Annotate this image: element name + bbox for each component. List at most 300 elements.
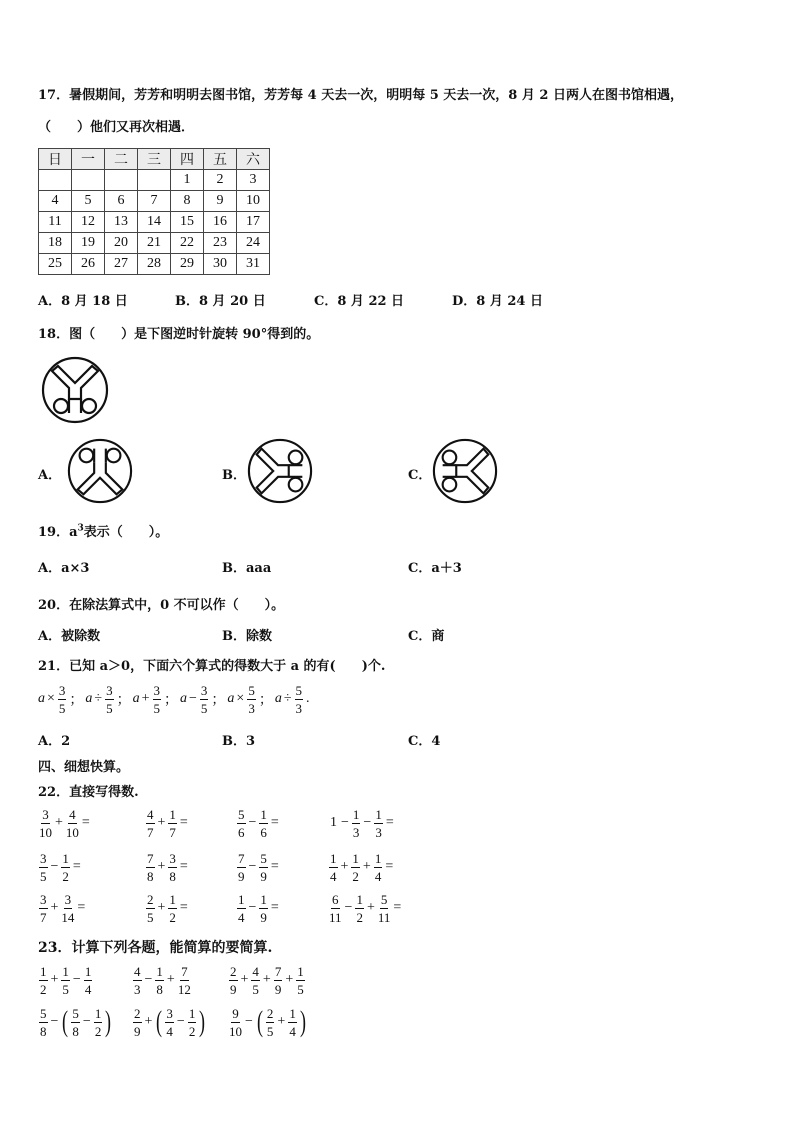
calendar-cell: 30 <box>204 254 237 275</box>
fraction-denominator: 9 <box>260 868 267 884</box>
operator: + <box>141 691 150 706</box>
fraction <box>133 1007 142 1038</box>
q21-expressions <box>38 680 312 718</box>
fraction-denominator: 4 <box>238 909 245 925</box>
fraction-numerator: 1 <box>188 1005 196 1021</box>
operator: + <box>157 815 166 830</box>
fraction <box>155 965 164 996</box>
fraction-numerator: 7 <box>181 963 188 979</box>
operator: − <box>344 900 353 915</box>
operator: = <box>179 859 188 874</box>
fraction-denominator: 9 <box>230 981 237 997</box>
q22-expression <box>236 803 281 843</box>
calendar-header-cell: 二 <box>105 149 138 170</box>
fraction-numerator: 7 <box>147 850 154 866</box>
calendar-cell: 9 <box>204 191 237 212</box>
operator: + <box>157 859 166 874</box>
q22-expression <box>38 803 92 843</box>
calendar-cell: 19 <box>72 233 105 254</box>
calendar-cell: 6 <box>105 191 138 212</box>
fraction-numerator: 1 <box>356 891 363 907</box>
operator: = <box>72 859 81 874</box>
calendar-cell: 18 <box>39 233 72 254</box>
operator: − <box>189 691 197 706</box>
operator: − <box>363 815 372 830</box>
operator: + <box>55 815 63 830</box>
fraction-denominator: 5 <box>252 981 259 997</box>
calendar-cell <box>138 170 171 191</box>
fraction-numerator: 5 <box>238 806 245 822</box>
q21-option-a: A．2 <box>38 734 71 749</box>
calendar-cell: 3 <box>237 170 270 191</box>
operator: = <box>81 815 90 830</box>
calendar-cell: 5 <box>72 191 105 212</box>
operator: + <box>277 1014 286 1029</box>
q19-exponent: 3 <box>77 523 84 534</box>
fraction <box>66 808 79 839</box>
fraction <box>71 1007 80 1038</box>
q18-option-a-label: A． <box>38 468 62 483</box>
fraction <box>329 893 342 924</box>
fraction-numerator: 1 <box>238 891 245 907</box>
fraction-numerator: 5 <box>380 891 388 907</box>
fraction-denominator: 3 <box>352 824 360 840</box>
fraction <box>259 893 268 924</box>
calendar-cell: 22 <box>171 233 204 254</box>
variable-a: a <box>132 691 140 706</box>
parenthesis: ) <box>299 1005 306 1038</box>
q22-expression <box>145 803 190 843</box>
fraction-numerator: 2 <box>147 891 154 907</box>
q21-option-c: C．4 <box>408 734 441 749</box>
operator: ÷ <box>283 691 292 706</box>
fraction-denominator: 5 <box>62 981 69 997</box>
operator: = <box>270 815 279 830</box>
q21-option-b: B．3 <box>222 734 256 749</box>
fraction-denominator: 8 <box>147 868 154 884</box>
q19-option-a: A．a×3 <box>38 561 90 576</box>
fraction-denominator: 5 <box>266 1023 274 1039</box>
q23-expression <box>228 960 306 1000</box>
fraction-denominator: 3 <box>375 824 382 840</box>
fraction-denominator: 4 <box>166 1023 173 1039</box>
fraction <box>146 852 155 883</box>
q22-expression <box>38 888 87 928</box>
q20-option-a: A．被除数 <box>38 629 101 644</box>
fraction-denominator: 5 <box>147 909 154 925</box>
calendar-cell: 23 <box>204 233 237 254</box>
operator: = <box>270 900 279 915</box>
fraction-numerator: 3 <box>166 1005 173 1021</box>
fraction <box>84 965 93 996</box>
fraction <box>237 893 246 924</box>
fraction-numerator: 1 <box>62 963 69 979</box>
fraction-denominator: 4 <box>289 1023 296 1039</box>
operator: + <box>240 972 249 987</box>
q23-expression <box>38 1002 113 1042</box>
fraction-numerator: 3 <box>153 682 160 698</box>
fraction-denominator: 2 <box>169 909 176 925</box>
fraction-numerator: 3 <box>200 682 208 698</box>
fraction <box>200 684 209 715</box>
fraction <box>39 1007 48 1038</box>
fraction <box>259 808 268 839</box>
fraction-denominator: 7 <box>147 824 154 840</box>
calendar-header-cell: 日 <box>39 149 72 170</box>
variable-a: a <box>227 691 235 706</box>
fraction-numerator: 3 <box>169 850 176 866</box>
fraction-denominator: 5 <box>58 700 66 716</box>
variable-a: a <box>180 691 187 706</box>
parenthesis: ( <box>156 1005 163 1038</box>
operator: = <box>179 815 188 830</box>
fraction <box>295 684 304 715</box>
calendar-header-cell: 一 <box>72 149 105 170</box>
fraction <box>61 965 70 996</box>
fraction <box>251 965 260 996</box>
calendar-cell: 1 <box>171 170 204 191</box>
fraction-denominator: 9 <box>274 981 282 997</box>
q19-option-b: B．aaa <box>222 561 272 576</box>
fraction <box>229 1007 242 1038</box>
fraction <box>374 808 383 839</box>
fraction <box>94 1007 103 1038</box>
calendar-cell: 17 <box>237 212 270 233</box>
q22-expression <box>328 847 395 887</box>
fraction-denominator: 10 <box>65 824 79 840</box>
calendar-cell: 12 <box>72 212 105 233</box>
calendar-header-cell: 五 <box>204 149 237 170</box>
variable-a: a <box>274 691 282 706</box>
fraction-denominator: 6 <box>238 824 245 840</box>
fraction <box>288 1007 297 1038</box>
q18-option-b-label: B． <box>222 468 246 483</box>
fraction-numerator: 3 <box>58 682 66 698</box>
q19-text <box>38 521 168 540</box>
fraction-denominator: 11 <box>377 909 391 925</box>
fraction-numerator: 5 <box>40 1005 47 1021</box>
fraction <box>39 852 48 883</box>
q22-expression <box>145 888 190 928</box>
fraction-denominator: 10 <box>39 824 52 840</box>
q17-option-b: B．8 月 20 日 <box>175 294 266 309</box>
fraction-denominator: 2 <box>40 981 47 997</box>
fraction-denominator: 8 <box>156 981 163 997</box>
calendar-table <box>38 148 270 275</box>
operator: − <box>50 1014 59 1029</box>
operator: + <box>157 900 166 915</box>
fraction <box>39 893 48 924</box>
q21-text: 21．已知 a＞0，下面六个算式的得数大于 a 的有( )个. <box>38 659 386 674</box>
fraction-denominator: 5 <box>297 981 304 997</box>
whole-number: 1 <box>330 815 337 830</box>
fraction <box>378 893 391 924</box>
q17-option-a: A．8 月 18 日 <box>38 294 128 309</box>
calendar-cell: 15 <box>171 212 204 233</box>
fraction-numerator: 1 <box>352 806 360 822</box>
fraction-denominator: 3 <box>295 700 302 716</box>
separator: ； <box>211 693 226 708</box>
fraction <box>39 965 48 996</box>
variable-a: a <box>85 691 93 706</box>
fraction-denominator: 5 <box>200 700 208 716</box>
fraction-numerator: 1 <box>297 963 304 979</box>
operator: + <box>285 972 294 987</box>
q19-text-post: 表示（ ）。 <box>83 525 169 540</box>
fraction-numerator: 4 <box>252 963 259 979</box>
operator: − <box>82 1014 91 1029</box>
calendar-cell: 8 <box>171 191 204 212</box>
operator: = <box>77 900 86 915</box>
fraction <box>247 684 256 715</box>
fraction-numerator: 1 <box>260 891 267 907</box>
fraction-denominator: 10 <box>229 1023 242 1039</box>
rotation-original-figure <box>40 355 110 425</box>
calendar-cell: 14 <box>138 212 171 233</box>
fraction <box>355 893 364 924</box>
fraction-numerator: 4 <box>134 963 141 979</box>
fraction-denominator: 3 <box>134 981 141 997</box>
fraction-numerator: 4 <box>69 806 76 822</box>
fraction-numerator: 2 <box>266 1005 274 1021</box>
separator: ； <box>164 693 178 708</box>
fraction-denominator: 5 <box>40 868 47 884</box>
fraction-denominator: 2 <box>352 868 359 884</box>
fraction-numerator: 3 <box>40 891 47 907</box>
fraction <box>58 684 67 715</box>
calendar-cell: 31 <box>237 254 270 275</box>
fraction-denominator: 2 <box>188 1023 196 1039</box>
section-heading: 四、细想快算。 <box>38 760 130 775</box>
fraction-denominator: 2 <box>356 909 363 925</box>
fraction <box>296 965 305 996</box>
calendar-cell: 25 <box>39 254 72 275</box>
calendar-header-cell: 三 <box>138 149 171 170</box>
operator: + <box>362 859 371 874</box>
fraction-numerator: 7 <box>238 850 245 866</box>
fraction-denominator: 9 <box>134 1023 141 1039</box>
fraction-numerator: 1 <box>289 1005 296 1021</box>
calendar-cell: 20 <box>105 233 138 254</box>
q23-text: 23．计算下列各题，能简算的要简算. <box>38 940 273 956</box>
q22-expression <box>328 803 396 843</box>
fraction-denominator: 9 <box>260 909 267 925</box>
calendar-cell <box>72 170 105 191</box>
fraction-numerator: 3 <box>64 891 72 907</box>
fraction <box>237 808 246 839</box>
calendar-row <box>39 254 270 275</box>
fraction <box>259 852 268 883</box>
fraction-numerator: 1 <box>169 806 176 822</box>
calendar-row <box>39 170 270 191</box>
operator: + <box>166 972 175 987</box>
fraction-numerator: 7 <box>274 963 282 979</box>
fraction <box>374 852 383 883</box>
parenthesis: ) <box>199 1005 206 1038</box>
q19-option-c: C．a＋3 <box>408 561 462 576</box>
q17-text-line1: 17．暑假期间，芳芳和明明去图书馆，芳芳每 4 天去一次，明明每 5 天去一次，8 月 2 日两人在图书馆相遇， <box>38 88 683 103</box>
q18-option-b-figure <box>246 437 314 505</box>
calendar-cell: 16 <box>204 212 237 233</box>
fraction <box>165 1007 174 1038</box>
q22-text: 22．直接写得数. <box>38 785 139 800</box>
calendar-header-cell: 四 <box>171 149 204 170</box>
fraction-denominator: 8 <box>40 1023 47 1039</box>
fraction <box>61 893 74 924</box>
operator: − <box>144 972 153 987</box>
fraction <box>168 808 177 839</box>
fraction-numerator: 1 <box>40 963 47 979</box>
fraction <box>351 852 360 883</box>
fraction <box>61 852 70 883</box>
operator: + <box>144 1014 153 1029</box>
operator: − <box>176 1014 185 1029</box>
q23-expression <box>132 960 192 1000</box>
fraction-numerator: 1 <box>156 963 163 979</box>
q22-expression <box>328 888 403 928</box>
fraction-denominator: 9 <box>238 868 245 884</box>
fraction-denominator: 6 <box>260 824 267 840</box>
operator: + <box>340 859 349 874</box>
fraction <box>178 965 191 996</box>
fraction-denominator: 5 <box>153 700 160 716</box>
fraction-numerator: 1 <box>62 850 69 866</box>
calendar-cell: 11 <box>39 212 72 233</box>
calendar-cell <box>105 170 138 191</box>
fraction <box>39 808 52 839</box>
fraction-denominator: 4 <box>330 868 337 884</box>
calendar-cell: 26 <box>72 254 105 275</box>
fraction <box>133 965 142 996</box>
fraction <box>168 852 177 883</box>
fraction-numerator: 2 <box>230 963 237 979</box>
operator: = <box>385 859 394 874</box>
calendar-cell: 29 <box>171 254 204 275</box>
operator: − <box>248 900 257 915</box>
calendar-cell: 24 <box>237 233 270 254</box>
fraction-denominator: 14 <box>61 909 75 925</box>
fraction-numerator: 3 <box>42 806 49 822</box>
fraction-numerator: 1 <box>375 806 382 822</box>
q18-option-c-label: C． <box>408 468 432 483</box>
parenthesis: ( <box>62 1005 69 1038</box>
fraction-numerator: 1 <box>260 806 267 822</box>
calendar-cell: 21 <box>138 233 171 254</box>
fraction-numerator: 5 <box>260 850 267 866</box>
q22-expression <box>236 847 281 887</box>
calendar-cell: 2 <box>204 170 237 191</box>
fraction-numerator: 5 <box>295 682 302 698</box>
fraction-numerator: 1 <box>84 963 92 979</box>
fraction-numerator: 4 <box>147 806 154 822</box>
calendar-cell: 28 <box>138 254 171 275</box>
q18-text: 18．图（ ）是下图逆时针旋转 90°得到的。 <box>38 327 320 342</box>
fraction <box>229 965 238 996</box>
q17-option-c: C．8 月 22 日 <box>314 294 405 309</box>
fraction-denominator: 12 <box>177 981 191 997</box>
fraction <box>168 893 177 924</box>
fraction-numerator: 1 <box>374 850 382 866</box>
fraction-denominator: 8 <box>169 868 176 884</box>
calendar-header-cell: 六 <box>237 149 270 170</box>
calendar-cell: 27 <box>105 254 138 275</box>
operator: × <box>47 691 55 706</box>
q19-text-pre: 19．a <box>38 525 78 540</box>
operator: − <box>248 815 257 830</box>
fraction-denominator: 4 <box>84 981 92 997</box>
q18-option-a-figure <box>66 437 134 505</box>
parenthesis: ( <box>256 1005 263 1038</box>
operator: + <box>50 900 59 915</box>
fraction-numerator: 3 <box>106 682 113 698</box>
fraction <box>274 965 283 996</box>
operator: + <box>366 900 375 915</box>
calendar-row <box>39 233 270 254</box>
fraction-numerator: 5 <box>248 682 255 698</box>
fraction-denominator: 11 <box>329 909 342 925</box>
calendar-header-row <box>39 149 270 170</box>
separator: ； <box>116 693 131 708</box>
fraction <box>352 808 361 839</box>
fraction-numerator: 1 <box>330 850 337 866</box>
operator: + <box>262 972 271 987</box>
q18-option-c-figure <box>431 437 499 505</box>
fraction <box>237 852 246 883</box>
fraction-numerator: 3 <box>40 850 47 866</box>
calendar-row <box>39 191 270 212</box>
parenthesis: ) <box>105 1005 112 1038</box>
fraction-denominator: 3 <box>248 700 255 716</box>
fraction-denominator: 4 <box>374 868 382 884</box>
fraction-denominator: 2 <box>62 868 69 884</box>
calendar-cell: 7 <box>138 191 171 212</box>
operator: − <box>72 972 81 987</box>
separator: ； <box>69 693 84 708</box>
fraction-numerator: 1 <box>169 891 176 907</box>
q23-expression <box>228 1002 308 1042</box>
fraction-denominator: 2 <box>94 1023 102 1039</box>
q22-expression <box>145 847 190 887</box>
calendar-cell <box>39 170 72 191</box>
fraction <box>146 808 155 839</box>
calendar-cell: 10 <box>237 191 270 212</box>
separator: . <box>306 691 310 706</box>
q20-option-c: C．商 <box>408 629 445 644</box>
q20-text: 20．在除法算式中，0 不可以作（ ）。 <box>38 598 285 613</box>
fraction <box>188 1007 197 1038</box>
q22-expression <box>236 888 281 928</box>
operator: = <box>270 859 279 874</box>
fraction-numerator: 9 <box>232 1005 239 1021</box>
operator: = <box>385 815 394 830</box>
calendar-row <box>39 212 270 233</box>
fraction-numerator: 1 <box>94 1005 102 1021</box>
operator: = <box>179 900 188 915</box>
operator: × <box>236 691 245 706</box>
variable-a: a <box>38 691 45 706</box>
fraction-denominator: 7 <box>40 909 47 925</box>
operator: − <box>341 815 349 830</box>
operator: = <box>393 900 402 915</box>
fraction <box>266 1007 275 1038</box>
operator: + <box>50 972 59 987</box>
operator: ÷ <box>94 691 103 706</box>
fraction <box>153 684 162 715</box>
fraction-numerator: 2 <box>134 1005 141 1021</box>
fraction <box>146 893 155 924</box>
operator: − <box>50 859 59 874</box>
calendar-cell: 4 <box>39 191 72 212</box>
